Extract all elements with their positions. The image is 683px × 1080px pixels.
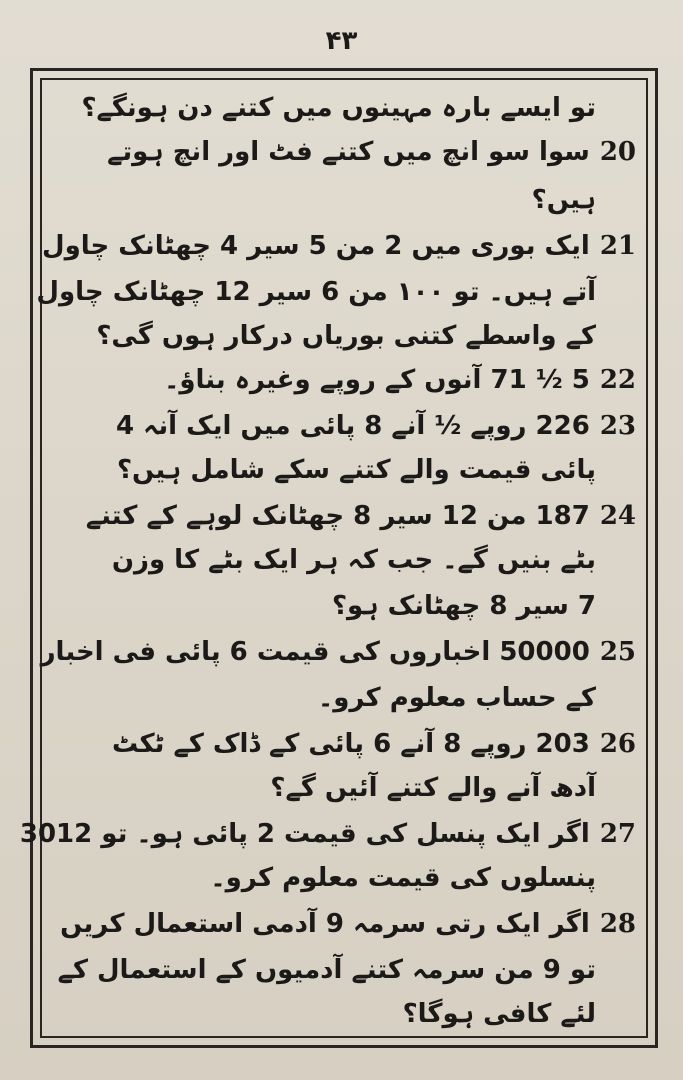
continuation-line	[56, 988, 636, 1040]
question-line	[42, 220, 636, 272]
continuation-line	[56, 444, 636, 496]
question-number: 24	[599, 501, 636, 531]
continuation-line	[56, 852, 636, 904]
line-text: 187 من 12 سیر 8 چھٹانک لوہے کے کتنے	[85, 501, 590, 531]
line-text: تو 9 من سرمہ کتنے آدمیوں کے استعمال کے	[57, 955, 596, 985]
line-text: آتے ہیں۔ تو ۱۰۰ من 6 سیر 12 چھٹانک چاول	[36, 277, 596, 307]
line-text: پائی قیمت والے کتنے سکے شامل ہیں؟	[116, 455, 596, 485]
question-number: 23	[599, 411, 636, 441]
line-text: سوا سو انچ میں کتنے فٹ اور انچ ہوتے	[107, 137, 590, 167]
line-text: آدھ آنے والے کتنے آئیں گے؟	[270, 773, 596, 803]
line-text: 226 روپے ½ آنے 8 پائی میں ایک آنہ 4	[116, 411, 590, 441]
line-text: 7 سیر 8 چھٹانک ہو؟	[331, 591, 596, 621]
continuation-line	[56, 580, 636, 632]
line-text: اگر ایک رتی سرمہ 9 آدمی استعمال کریں	[60, 909, 590, 939]
question-number: 20	[599, 137, 636, 167]
question-line	[56, 354, 636, 406]
question-line	[56, 898, 636, 950]
line-text: کے حساب معلوم کرو۔	[317, 683, 596, 713]
question-number: 28	[599, 909, 636, 939]
page-text	[19, 92, 636, 1029]
page-number: ۴۳	[325, 26, 358, 56]
line-text: ہیں؟	[531, 185, 596, 215]
line-text: اگر ایک پنسل کی قیمت 2 پائی ہو۔ تو 3012	[19, 819, 590, 849]
continuation-line	[56, 534, 636, 586]
question-number: 21	[599, 231, 636, 261]
line-text: پنسلوں کی قیمت معلوم کرو۔	[210, 863, 596, 893]
continuation-line	[56, 174, 636, 226]
line-text: 203 روپے 8 آنے 6 پائی کے ڈاک کے ٹکٹ	[112, 729, 590, 759]
question-number: 26	[599, 729, 636, 759]
line-text: لئے کافی ہوگا؟	[402, 999, 596, 1029]
line-text: 50000 اخباروں کی قیمت 6 پائی فی اخبار	[40, 637, 590, 667]
question-line	[40, 626, 636, 678]
continuation-line	[56, 762, 636, 814]
question-line	[56, 126, 636, 178]
question-number: 25	[599, 637, 636, 667]
line-text: 5 ½ 71 آنوں کے روپے وغیرہ بناؤ۔	[164, 365, 590, 395]
continuation-line	[56, 672, 636, 724]
question-number: 27	[599, 819, 636, 849]
line-text: کے واسطے کتنی بوریاں درکار ہوں گی؟	[96, 321, 596, 351]
line-text: ایک بوری میں 2 من 5 سیر 4 چھٹانک چاول	[42, 231, 590, 261]
question-number: 22	[599, 365, 636, 395]
line-text: تو ایسے بارہ مہینوں میں کتنے دن ہونگے؟	[81, 93, 596, 123]
line-text: بٹے بنیں گے۔ جب کہ ہر ایک بٹے کا وزن	[111, 545, 596, 575]
